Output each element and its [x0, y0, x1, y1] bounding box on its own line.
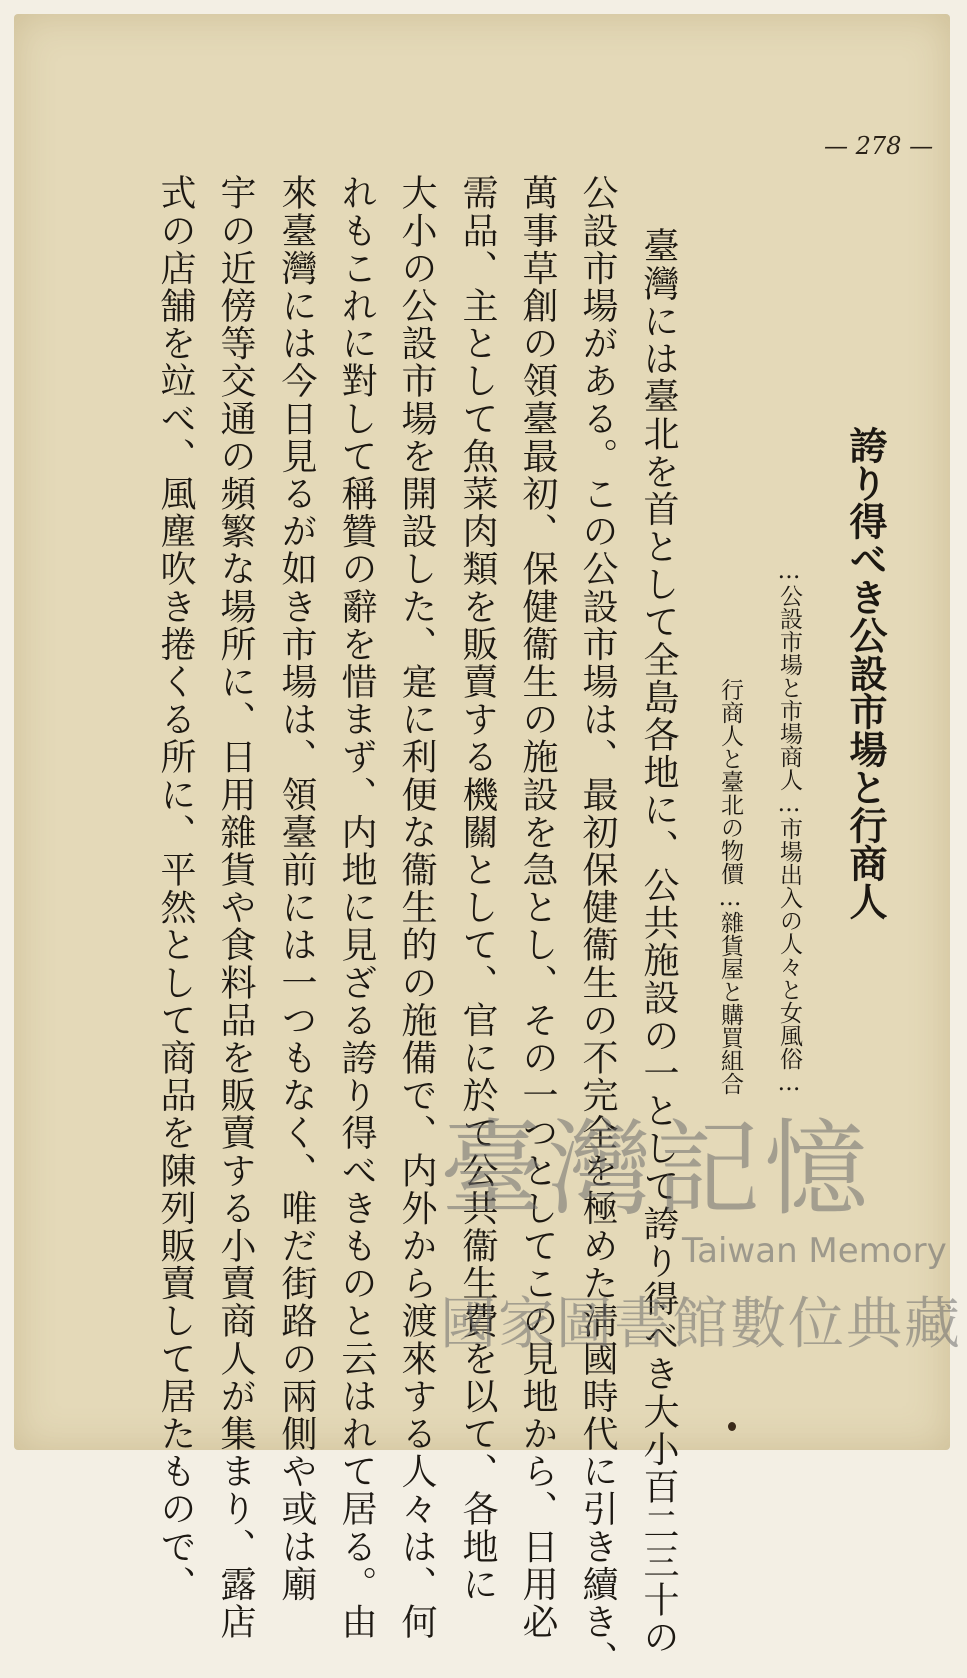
- body-column-9: 式の店舗を竝べ、風塵吹き捲くる所に、平然として商品を陳列販賣して居たもので、: [155, 174, 196, 1603]
- body-column-7: 來臺灣には今日見るが如き市場は、領臺前には一つもなく、唯だ街路の兩側や或は廟: [276, 174, 317, 1603]
- subtitle-line-1: …公設市場と市場商人…市場出入の人々と女風俗…: [776, 558, 802, 1096]
- book-page: [14, 14, 950, 1678]
- page-number: — 278 —: [824, 132, 934, 160]
- body-column-6: れもこれに對して稱贊の辭を惜まず、内地に見ざる誇り得べきものと云はれて居る。由: [336, 174, 377, 1641]
- body-column-4: 需品、主として魚菜肉類を販賣する機關として、官に於て公共衞生費を以て、各地に: [457, 174, 498, 1603]
- chapter-title: 誇り得べき公設市場と行商人: [843, 426, 888, 920]
- body-column-8: 宇の近傍等交通の頻繁な場所に、日用雜貨や食料品を販賣する小賣商人が集まり、露店: [215, 174, 256, 1641]
- watermark-org: 國家圖書館數位典藏: [440, 1292, 962, 1357]
- watermark-english: Taiwan Memory: [682, 1231, 947, 1271]
- ink-spot: [728, 1422, 736, 1431]
- subtitle-line-2: 行商人と臺北の物價…雜貨屋と購買組合: [717, 678, 743, 1095]
- body-column-5: 大小の公設市場を開設した、寔に利便な衞生的の施備で、内外から渡來する人々は、何: [396, 174, 437, 1641]
- watermark-chars: 臺灣記憶: [440, 1108, 873, 1230]
- body-column-3: 萬事草創の領臺最初、保健衞生の施設を急とし、その一つとしてこの見地から、日用必: [517, 174, 558, 1641]
- body-column-2: 公設市場がある。この公設市場は、最初保健衞生の不完全を極めた淸國時代に引き續き、: [577, 174, 618, 1678]
- body-column-1: 臺灣には臺北を首として全島各地に、公共施設の一として誇り得べき大小百二三十の: [638, 227, 679, 1656]
